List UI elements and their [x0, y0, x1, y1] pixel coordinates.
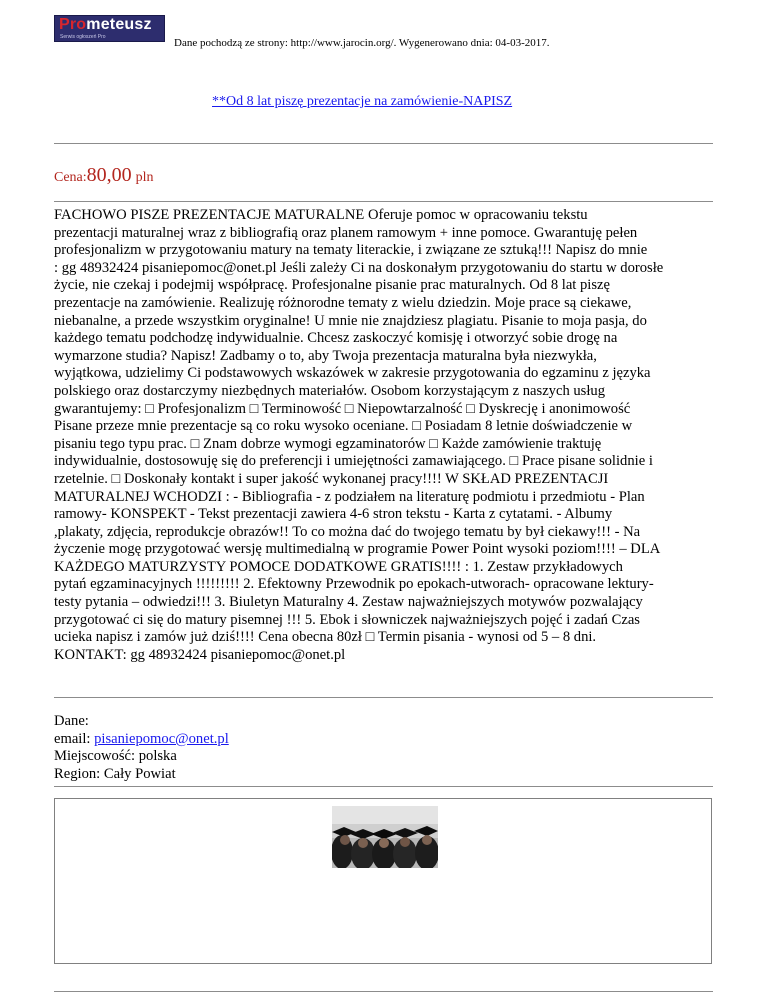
- logo-wordmark: [59, 16, 152, 34]
- ad-description: FACHOWO PISZE PREZENTACJE MATURALNE Oferuje pomoc w opracowaniu tekstu prezentacji maturalnej wraz z bibliografią oraz planem ramowym + inne pomoce. Gwarantuję pełen profesjonalizm w przygotowaniu matury na tematy literackie, i związane ze sztuką!!! Napisz do mnie : gg 48932424 pisaniepomoc@onet.pl Jeśli zależy Ci na doskonałym przygotowaniu do startu w dorosłe życie, nie czekaj i podejmij współpracę. Profesjonalne pisanie prac maturalnych. Od 8 lat piszę prezentacje na zamówienie. Realizuję różnorodne tematy z wielu dziedzin. Moje prace są ciekawe, niebanalne, a przede wszystkim oryginalne! U mnie nie znajdziesz plagiatu. Pisanie to moja pasja, do każdego tematu podchodzę indywidualnie. Chcesz zaskoczyć komisję i otworzyć sobie drogę na wymarzone studia? Napisz! Zadbamy o to, aby Twoja prezentacja maturalna była niezwykła, wyjątkowa, udzielimy Ci podstawowych wskazówek w zakresie przygotowania do egzaminu z języka polskiego oraz dostarczymy niezbędnych materiałów. Osobom korzystającym z naszych usług gwarantujemy: □ Profesjonalizm □ Terminowość □ Niepowtarzalność □ Dyskrecję i anonimowość Pisane przeze mnie prezentacje są co roku wysoko oceniane. □ Posiadam 8 letnie doświadczenie w pisaniu tego typu prac. □ Znam dobrze wymogi egzaminatorów □ Każde zamówienie traktuję indywidualnie, dostosowuję się do preferencji i umiejętności zamawiającego. □ Prace pisane solidnie i rzetelnie. □ Doskonały kontakt i super jakość wykonanej pracy!!!! W SKŁAD PREZENTACJI MATURALNEJ WCHODZI : - Bibliografia - z podziałem na literaturę podmiotu i przedmiotu - Plan ramowy- KONSPEKT - Tekst prezentacji zawiera 4-6 stron tekstu - Karta z cytatami. - Albumy ,plakaty, zdjęcia, reprodukcje obrazów!! To co można dać do twojego tematu by był ciekawy!!! - Na życzenie mogę przygotować wersję multimedialną w programie Power Point wysoki poziom!!!! – DLA KAŻDEGO MATURZYSTY POMOCE DODATKOWE GRATIS!!!! : 1. Zestaw przykładowych pytań egzaminacyjnych !!!!!!!!! 2. Efektowny Przewodnik po epokach-utworach- opracowane lektury- testy pytania – odwiedzi!!! 3. Biuletyn Maturalny 4. Zestaw najważniejszych motywów pozwalający przygotować ci się do matury pisemnej !!! 5. Ebok i słowniczek najważniejszych pojęć i zadań Czas ucieka napisz i zamów już dziś!!!! Cena obecna 80zł □ Termin pisania - wynosi od 5 – 8 dni. KONTAKT: gg 48932424 pisaniepomoc@onet.pl: [54, 207, 664, 663]
- logo-wordmark-red: Pro: [59, 16, 87, 33]
- divider: [54, 697, 713, 698]
- city-value: polska: [138, 748, 177, 765]
- price-currency: pln: [135, 170, 154, 185]
- email-label: email:: [54, 730, 95, 747]
- region-row: [54, 766, 229, 784]
- details-heading: Dane:: [54, 713, 89, 729]
- divider: [54, 143, 713, 144]
- price-label: Cena:: [54, 170, 87, 185]
- email-link[interactable]: pisaniepomoc@onet.pl: [94, 730, 229, 747]
- city-label: Miejscowość:: [54, 748, 139, 765]
- image-frame: [54, 798, 712, 964]
- price-value: 80,00: [86, 164, 132, 186]
- site-logo[interactable]: [54, 15, 165, 42]
- promo-link[interactable]: **Od 8 lat piszę prezentacje na zamówienie-NAPISZ: [212, 94, 513, 109]
- region-value: Cały Powiat: [103, 765, 176, 782]
- region-label: Region:: [54, 765, 104, 782]
- email-row: [54, 731, 229, 749]
- divider: [54, 201, 713, 202]
- logo-wordmark-white: meteusz: [86, 16, 152, 33]
- contact-details: [54, 713, 229, 783]
- city-row: [54, 748, 229, 766]
- graduates-photo-icon[interactable]: [332, 806, 438, 868]
- source-info: Dane pochodzą ze strony: http://www.jarocin.org/. Wygenerowano dnia: 04-03-2017.: [174, 37, 550, 49]
- logo-tagline: Serwis ogłoszeń Pro: [60, 34, 106, 40]
- divider: [54, 991, 713, 992]
- price-line: [54, 164, 154, 187]
- divider: [54, 786, 713, 787]
